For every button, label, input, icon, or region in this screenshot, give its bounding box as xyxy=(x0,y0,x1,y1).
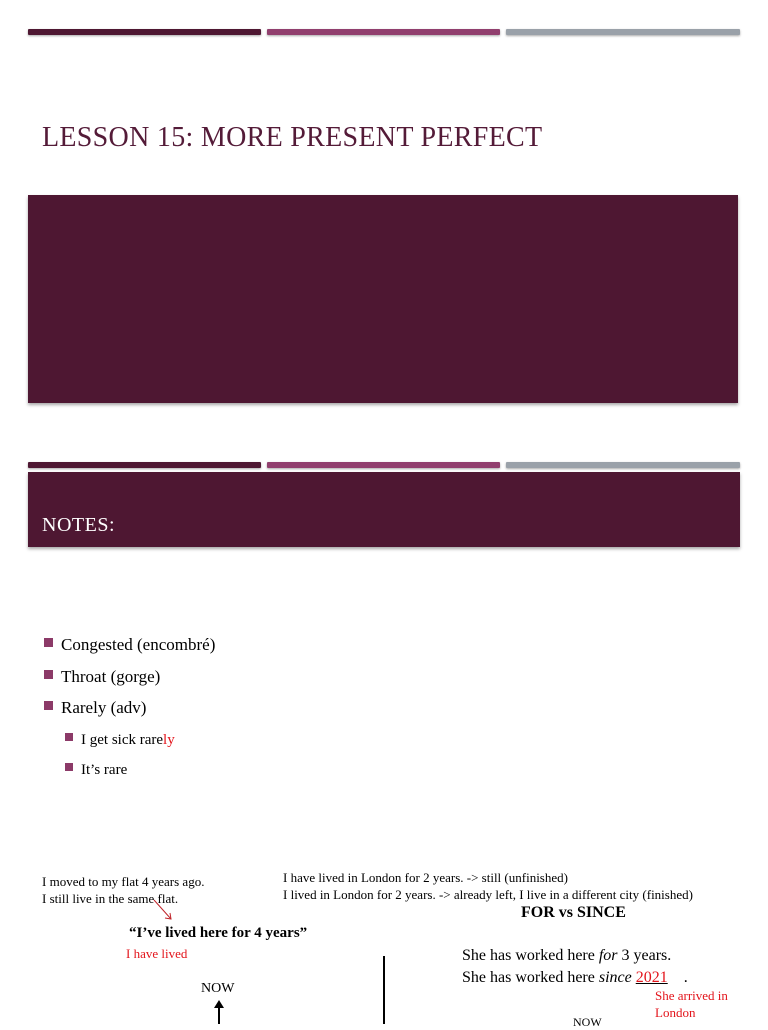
example-present-perfect: I have lived in London for 2 years. -> still (unfinished) xyxy=(283,870,568,885)
notes-banner xyxy=(28,472,740,547)
quote-lived-four-years: “I’ve lived here for 4 years” xyxy=(129,925,308,941)
accent-bar-gray-2 xyxy=(506,462,740,468)
for-vs-since-heading: FOR vs SINCE xyxy=(521,904,626,921)
title-slide-banner xyxy=(28,195,738,403)
moved-note-line2: I still live in the same flat. xyxy=(42,891,179,906)
annotation-arrow-icon xyxy=(150,896,180,926)
note-arrived-line2: London xyxy=(655,1005,696,1020)
accent-bar-plum-2 xyxy=(28,462,261,468)
bullet-square-icon xyxy=(65,763,73,771)
now-label-right: NOW xyxy=(573,1015,602,1029)
note-i-have-lived: I have lived xyxy=(126,946,188,961)
for-example: She has worked here for 3 years. xyxy=(462,947,672,964)
since-example: She has worked here since 2021 . xyxy=(462,969,688,986)
lesson-title: LESSON 15: MORE PRESENT PERFECT xyxy=(42,122,543,153)
accent-bar-plum xyxy=(28,29,261,35)
moved-note-line1: I moved to my flat 4 years ago. xyxy=(42,874,205,889)
accent-bar-pink-2 xyxy=(267,462,500,468)
divider-line xyxy=(383,956,385,1024)
bullet-square-icon xyxy=(44,670,53,679)
bullet-square-icon xyxy=(44,701,53,710)
note-arrived-line1: She arrived in xyxy=(655,988,728,1003)
bullet-square-icon xyxy=(44,638,53,647)
now-label-left: NOW xyxy=(201,981,235,996)
bullet-square-icon xyxy=(65,733,73,741)
notes-heading: NOTES: xyxy=(42,514,115,536)
example-past-simple: I lived in London for 2 years. -> already left, I live in a different city (finished) xyxy=(283,887,693,902)
now-up-arrow-icon xyxy=(211,1000,227,1024)
accent-bar-gray xyxy=(506,29,740,35)
accent-bar-pink xyxy=(267,29,500,35)
